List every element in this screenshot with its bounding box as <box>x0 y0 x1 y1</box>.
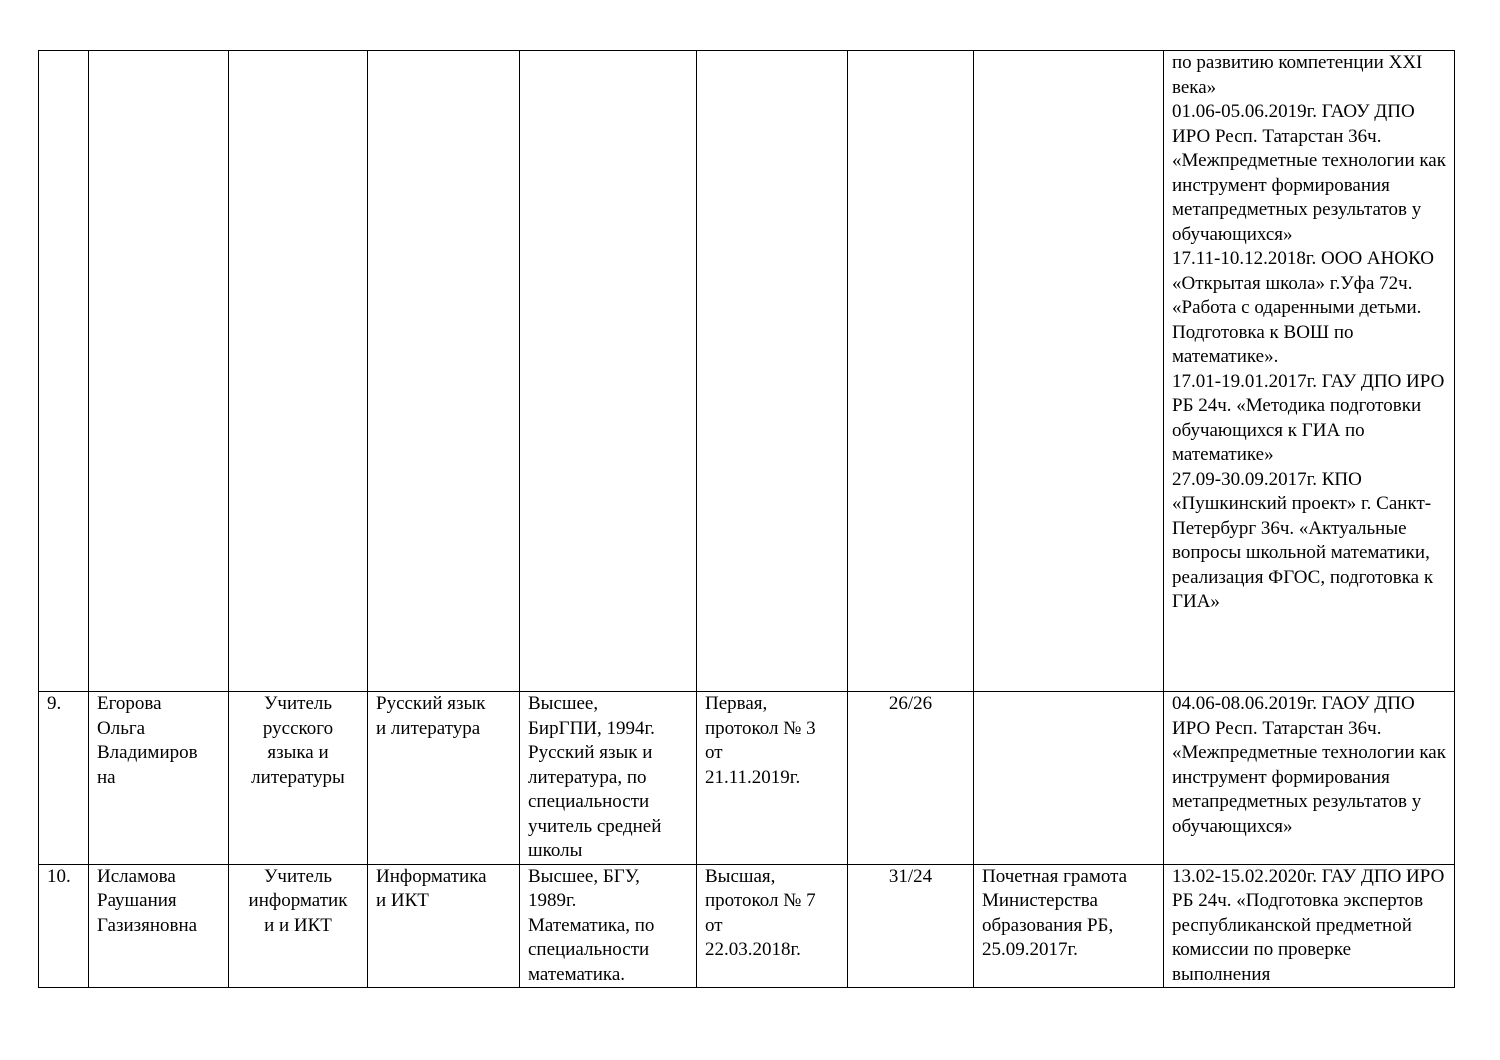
teacher-courses: по развитию компетенции XXI века» 01.06-05.06.2019г. ГАОУ ДПО ИРО Респ. Татарстан 36ч. «Межпредметные технологии как инструмент формирования метапредметных результатов у обучающихся» 17.11-10.12.2018г. ООО АНОКО «Открытая школа» г.Уфа 72ч. «Работа с одаренными детьми. Подготовка к ВОШ по математике». 17.01-19.01.2017г. ГАУ ДПО ИРО РБ 24ч. «Методика подготовки обучающихся к ГИА по математике» 27.09-30.09.2017г. КПО «Пушкинский проект» г. Санкт-Петербург 36ч. «Актуальные вопросы школьной математики, реализация ФГОС, подготовка к ГИА» <box>1164 51 1455 692</box>
teacher-name: Исламова Раушания Газизяновна <box>89 864 229 988</box>
teacher-category: Первая, протокол № 3 от 21.11.2019г. <box>697 692 848 865</box>
teacher-category: Высшая, протокол № 7 от 22.03.2018г. <box>697 864 848 988</box>
teacher-experience: 26/26 <box>848 692 974 865</box>
teacher-name: Егорова Ольга Владимиров на <box>89 692 229 865</box>
teacher-awards <box>974 692 1164 865</box>
teacher-awards <box>974 51 1164 692</box>
teacher-awards: Почетная грамота Министерства образования РБ, 25.09.2017г. <box>974 864 1164 988</box>
teacher-education: Высшее, БирГПИ, 1994г. Русский язык и литература, по специальности учитель средней школы <box>520 692 697 865</box>
teacher-position <box>229 51 368 692</box>
teacher-experience <box>848 51 974 692</box>
teacher-courses: 04.06-08.06.2019г. ГАОУ ДПО ИРО Респ. Татарстан 36ч. «Межпредметные технологии как инструмент формирования метапредметных результатов у обучающихся» <box>1164 692 1455 865</box>
teacher-subject: Русский язык и литература <box>368 692 520 865</box>
teacher-experience: 31/24 <box>848 864 974 988</box>
table-row <box>39 692 1455 865</box>
teacher-position: Учитель информатик и и ИКТ <box>229 864 368 988</box>
row-number <box>39 51 89 692</box>
staff-table <box>38 50 1455 988</box>
teacher-name <box>89 51 229 692</box>
teacher-courses: 13.02-15.02.2020г. ГАУ ДПО ИРО РБ 24ч. «Подготовка экспертов республиканской предметной комиссии по проверке выполнения <box>1164 864 1455 988</box>
table-row <box>39 51 1455 692</box>
teacher-position: Учитель русского языка и литературы <box>229 692 368 865</box>
teacher-category <box>697 51 848 692</box>
table-row <box>39 864 1455 988</box>
teacher-subject <box>368 51 520 692</box>
teacher-subject: Информатика и ИКТ <box>368 864 520 988</box>
row-number: 10. <box>39 864 89 988</box>
teacher-education <box>520 51 697 692</box>
teacher-education: Высшее, БГУ, 1989г. Математика, по специальности математика. <box>520 864 697 988</box>
row-number: 9. <box>39 692 89 865</box>
